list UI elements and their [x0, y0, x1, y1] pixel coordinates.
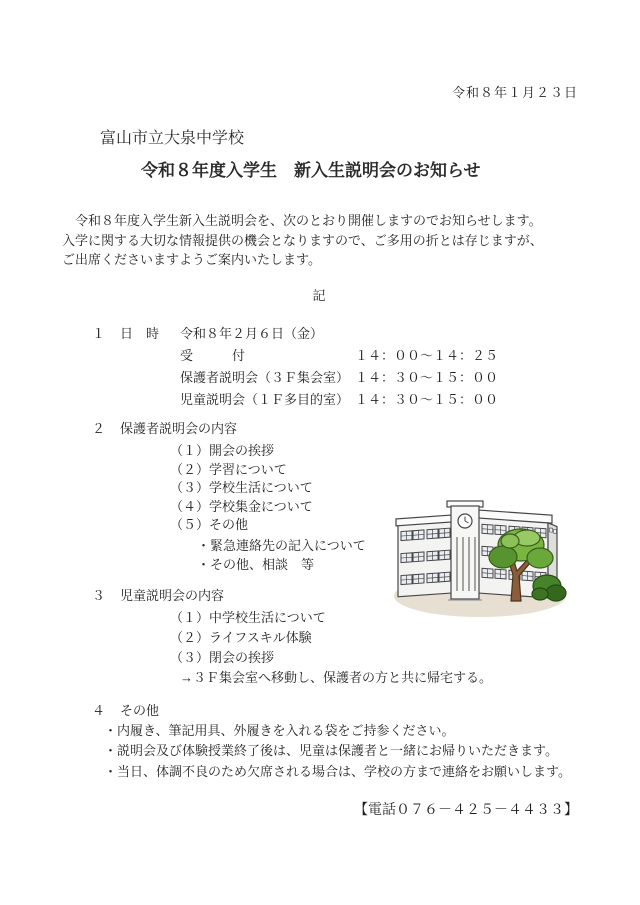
intro-line: 入学に関する大切な情報提供の機会となりますので、ご多用の折とは存じますが、 [62, 232, 543, 248]
schedule-label: 児童説明会（１Ｆ多目的室） [180, 391, 350, 407]
schedule-time: １４：００～１４：２５ [355, 347, 499, 363]
schedule-row [180, 389, 640, 411]
section-number: ４ [92, 703, 106, 718]
note-bullet: ・説明会及び体験授業終了後は、児童は保護者と一緒にお帰りいただきます。 [104, 743, 558, 758]
section-heading-label: その他 [120, 703, 160, 718]
note-bullet: ・緊急連絡先の記入について [197, 537, 366, 553]
section-other [0, 702, 640, 782]
note-bullet: ・内履き、筆記用具、外履きを入れる袋をご持参ください。 [104, 722, 455, 738]
section-heading-label: 児童説明会の内容 [120, 587, 225, 603]
agenda-item: （４）学校集金について [170, 498, 313, 514]
bush [532, 575, 566, 601]
intro-paragraph [62, 211, 584, 270]
phone-number: 【電話０７６－４２５－４４３３】 [354, 803, 578, 818]
clock-icon [458, 514, 472, 528]
section-other-heading [92, 702, 640, 721]
schedule-label: 受 付 [180, 347, 246, 363]
agenda-item: （３）学校生活について [170, 480, 313, 495]
schedule-time: １４：３０～１５：００ [355, 369, 499, 385]
school-name: 富山市立大泉中学校 [100, 130, 245, 147]
section-datetime [0, 323, 640, 411]
move-note: →３Ｆ集会室へ移動し、保護者の方と共に帰宅する。 [180, 670, 493, 685]
schedule-time: １４：３０～１５：００ [355, 391, 499, 407]
schedule-row [180, 367, 640, 389]
agenda-item: （２）ライフスキル体験 [170, 630, 312, 645]
section-number: ２ [92, 420, 106, 436]
ki-marker: 記 [312, 287, 328, 303]
page-title: 令和８年度入学生 新入生説明会のお知らせ [141, 161, 481, 180]
section-heading-label: 日 時 [120, 325, 160, 341]
section-number: ３ [92, 587, 106, 603]
agenda-item: （１）開会の挨拶 [170, 443, 275, 458]
event-date-value: 令和８年２月６日（金） [180, 325, 324, 341]
agenda-item: （３）閉会の挨拶 [170, 650, 275, 665]
school-building-illustration [390, 497, 570, 623]
agenda-item: （２）学習について [170, 461, 287, 477]
note-bullet: ・当日、体調不良のため欠席される場合は、学校の方まで連絡をお願いします。 [104, 763, 571, 779]
section-datetime-heading [92, 323, 640, 345]
clock-tower [447, 501, 483, 600]
section-heading-label: 保護者説明会の内容 [120, 420, 238, 436]
intro-line: ご出席くださいますようご案内いたします。 [62, 252, 321, 267]
other-notes-list [104, 721, 640, 783]
agenda-item: （５）その他 [170, 517, 249, 532]
left-wing [396, 515, 454, 597]
schedule-label: 保護者説明会（３Ｆ集会室） [180, 369, 350, 385]
schedule-row [180, 345, 640, 367]
section-number: １ [92, 325, 106, 341]
intro-line: 令和８年度入学生新入生説明会を、次のとおり開催しますのでお知らせします。 [62, 213, 542, 228]
note-bullet: ・その他、相談 等 [197, 556, 315, 572]
agenda-item: （１）中学校生活について [170, 610, 326, 625]
document-date: 令和８年１月２３日 [451, 85, 578, 100]
section-parent-meeting-heading [92, 420, 640, 439]
